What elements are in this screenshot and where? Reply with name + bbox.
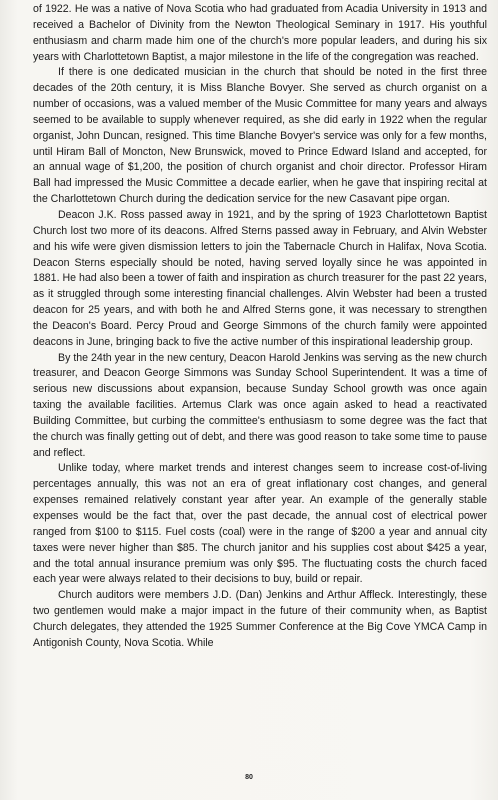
paragraph-3: Deacon J.K. Ross passed away in 1921, and by the spring of 1923 Charlottetown Baptist Church lost two more of its deacons. Alfred Sterns passed away in February, and Alvin Webster and his wife were given dismission letters to join the Tabernacle Church in Halifax, Nova Scotia. Deacon Sterns especially should be noted, having served loyally since he was appointed in 1881. He had also been a tower of faith and inspiration as church treasurer for the past 22 years, as it struggled through some interesting financial challenges. Alvin Webster had been a trusted deacon for 25 years, and with both he and Alfred Sterns gone, it was necessary to strengthen the Deacon's Board. Percy Proud and George Simmons of the church family were appointed deacons in June, bringing back to five the active number of this inspirational leadership group. [33, 208, 487, 348]
body-text [33, 2, 487, 652]
paragraph-1: of 1922. He was a native of Nova Scotia who had graduated from Acadia University in 1913 and received a Bachelor of Divinity from the Newton Theological Seminary in 1917. His youthful enthusiasm and charm made him one of the church's more popular leaders, and during his six years with Charlottetown Baptist, a major milestone in the life of the congregation was reached. [33, 3, 487, 63]
paragraph-6: Church auditors were members J.D. (Dan) Jenkins and Arthur Affleck. Interestingly, these two gentlemen would make a major impact in the future of their community when, as Baptist Church delegates, they attended the 1925 Summer Conference at the Big Cove YMCA Camp in Antigonish County, Nova Scotia. While [33, 589, 487, 649]
paragraph-2: If there is one dedicated musician in the church that should be noted in the first three decades of the 20th century, it is Miss Blanche Bovyer. She served as church organist on a number of occasions, was a valued member of the Music Committee for many years and always seemed to be available to supply whenever required, as she did early in 1922 when the regular organist, John Duncan, resigned. This time Blanche Bovyer's service was only for a few months, until Hiram Ball of Moncton, New Brunswick, moved to Prince Edward Island and accepted, for an annual wage of $1,200, the position of church organist and choir director. Professor Hiram Ball had impressed the Music Committee a decade earlier, when he gave that inspiring recital at the Charlottetown Church during the dedication service for the new Casavant pipe organ. [33, 66, 487, 206]
paragraph-4: By the 24th year in the new century, Deacon Harold Jenkins was serving as the new church treasurer, and Deacon George Simmons was Sunday School Superintendent. It was a time of serious new discussions about expansion, because Sunday School growth was once again taxing the available facilities. Artemus Clark was once again asked to head a reactivated Building Committee, but curbing the committee's enthusiasm to some degree was the fact that the church was finally getting out of debt, and there was good reason to take some time to pause and reflect. [33, 351, 487, 459]
page-number: 80 [245, 774, 253, 781]
paragraph-5: Unlike today, where market trends and interest changes seem to increase cost-of-living percentages annually, this was not an era of great inflationary cost changes, and general expenses remained relatively constant year after year. An example of the generally stable expenses would be the fact that, over the past decade, the annual cost of electrical power ranged from $100 to $115. Fuel costs (coal) were in the range of $200 a year and annual city taxes were never higher than $85. The church janitor and his supplies cost about $425 a year, and the total annual insurance premium was only $95. The fluctuating costs the church faced each year were always related to their decisions to buy, build or repair. [33, 462, 487, 586]
